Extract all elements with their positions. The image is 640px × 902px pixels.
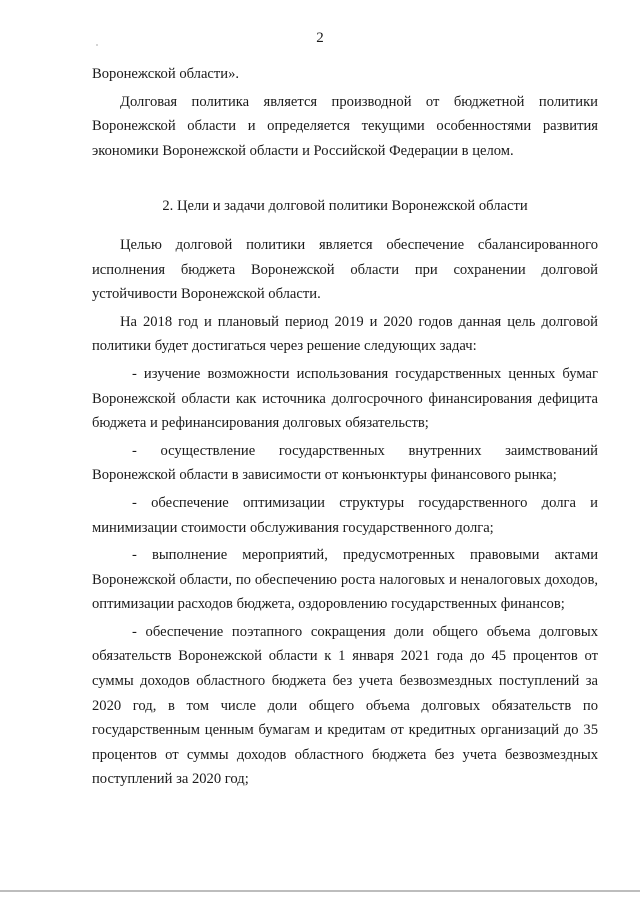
- paragraph-goal: Целью долговой политики является обеспечение сбалансированного исполнения бюджета Воронежской области при сохранении долговой устойчивости Воронежской области.: [92, 236, 598, 303]
- paragraph-continuation: Воронежской области».: [92, 66, 240, 82]
- list-item-task-2: - осуществление государственных внутренних заимствований Воронежской области в зависимости от конъюнктуры финансового рынка;: [92, 442, 598, 484]
- document-body: [92, 62, 598, 792]
- paragraph-tasks-intro: На 2018 год и плановый период 2019 и 2020 годов данная цель долговой политики будет достигаться через решение следующих задач:: [92, 313, 598, 355]
- scan-edge-line: [0, 890, 640, 892]
- list-item-task-4: - выполнение мероприятий, предусмотренных правовыми актами Воронежской области, по обеспечению роста налоговых и неналоговых доходов, оптимизации расходов бюджета, оздоровлению государственных финансов;: [92, 547, 598, 613]
- list-item-task-1: - изучение возможности использования государственных ценных бумаг Воронежской области как источника долгосрочного финансирования дефицита бюджета и рефинансирования долговых обязательств;: [92, 365, 598, 432]
- scan-speck: [96, 44, 98, 46]
- list-item-task-3: - обеспечение оптимизации структуры государственного долга и минимизации стоимости обслуживания государственного долга;: [92, 494, 598, 536]
- list-item-task-5: - обеспечение поэтапного сокращения доли общего объема долговых обязательств Воронежской области к 1 января 2021 года до 45 процентов от суммы доходов областного бюджета без учета безвозмездных поступлений за 2020 год, в том числе доли общего объема долговых обязательств по государственным ценным бумагам и кредитам от кредитных организаций до 35 процентов от суммы доходов областного бюджета без учета безвозмездных поступлений за 2020 год;: [92, 623, 598, 788]
- paragraph-debt-policy-intro: Долговая политика является производной от бюджетной политики Воронежской области и определяется текущими особенностями развития экономики Воронежской области и Российской Федерации в целом.: [92, 93, 598, 159]
- page-number: 2: [316, 30, 324, 46]
- section-heading: 2. Цели и задачи долговой политики Воронежской области: [162, 198, 528, 215]
